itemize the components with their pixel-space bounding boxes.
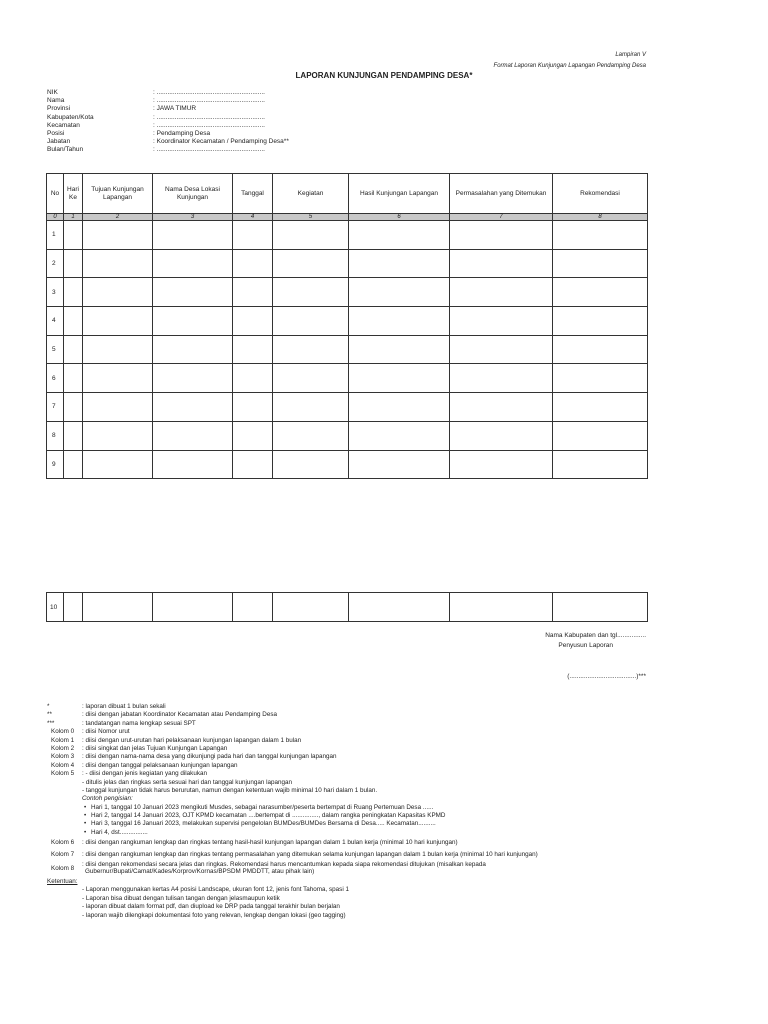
cell-permasalahan[interactable] <box>450 221 553 250</box>
note-key: *** <box>47 719 55 727</box>
table-row <box>47 249 648 278</box>
example-item: • Hari 2, tanggal 14 Januari 2023, OJT KPMD kecamatan ....bertempat di ..............., dalam rangka peningkatan Kapasitas KPMD <box>91 812 445 819</box>
ketentuan-item: - Laporan bisa dibuat dengan tulisan tangan dengan jelasmaupun ketik <box>82 894 280 902</box>
note-line <box>47 886 445 894</box>
note-line <box>47 878 445 886</box>
row-number: 4 <box>47 307 64 336</box>
note-line <box>47 903 445 911</box>
cell-permasalahan[interactable] <box>450 249 553 278</box>
note-line <box>47 770 445 778</box>
cell-tanggal[interactable] <box>233 393 273 422</box>
row-number: 5 <box>47 335 64 364</box>
cell-tujuan[interactable] <box>83 450 153 479</box>
kolom-key: Kolom 2 <box>51 744 75 752</box>
cell-hasil[interactable] <box>349 450 450 479</box>
column-index-cell: 3 <box>153 214 233 221</box>
ketentuan-title: Ketentuan: <box>47 878 78 886</box>
cell-nama-desa[interactable] <box>153 335 233 364</box>
cell-tujuan[interactable] <box>83 593 153 622</box>
cell-tanggal[interactable] <box>233 278 273 307</box>
cell-hari-ke[interactable] <box>64 421 83 450</box>
row-number: 10 <box>47 593 64 622</box>
info-value[interactable]: : JAWA TIMUR <box>153 105 197 113</box>
note-line <box>47 779 445 787</box>
kolom-key: Kolom 1 <box>51 736 75 744</box>
cell-kegiatan[interactable] <box>273 307 349 336</box>
note-line <box>47 753 445 761</box>
cell-rekomendasi[interactable] <box>553 450 648 479</box>
cell-kegiatan[interactable] <box>273 249 349 278</box>
kolom-value: : - diisi dengan jenis kegiatan yang dilakukan <box>82 770 207 778</box>
note-key: * <box>47 703 50 710</box>
kolom-key: Kolom 8 <box>51 865 75 873</box>
cell-nama-desa[interactable] <box>153 221 233 250</box>
kolom5-sub: - ditulis jelas dan ringkas serta sesuai hari dan tanggal kunjungan lapangan <box>82 778 293 786</box>
example-item: • Hari 4, dst................ <box>91 829 148 836</box>
cell-tujuan[interactable] <box>83 249 153 278</box>
note-value: : laporan dibuat 1 bulan sekali <box>82 703 166 710</box>
row-number: 6 <box>47 364 64 393</box>
kolom-value: : diisi dengan rekomendasi secara jelas dan ringkas. Rekomendasi harus mencantumkan kepada siapa rekomendasi ditujukan (misalkan kepada Gubernur/Bupati/Camat/Kades/Korprov/Kornas/BPSDM PMDDTT, atau pihak lain) <box>82 861 486 875</box>
cell-kegiatan[interactable] <box>273 393 349 422</box>
cell-hari-ke[interactable] <box>64 364 83 393</box>
cell-permasalahan[interactable] <box>450 307 553 336</box>
column-index-cell: 6 <box>349 214 450 221</box>
cell-hasil[interactable] <box>349 421 450 450</box>
table-row <box>47 221 648 250</box>
cell-kegiatan[interactable] <box>273 593 349 622</box>
table-row <box>47 278 648 307</box>
kolom-value: : diisi dengan rangkuman lengkap dan ringkas tentang hasil-hasil kunjungan lapangan dalam 1 bulan kerja (minimal 10 hari kunjungan) <box>82 839 458 847</box>
note-line <box>47 737 445 745</box>
column-index-cell: 4 <box>233 214 273 221</box>
info-label: Posisi <box>47 129 65 137</box>
kolom-key: Kolom 6 <box>51 839 75 847</box>
ketentuan-item: - laporan wajib dilengkapi dokumentasi foto yang relevan, lengkap dengan lokasi (geo tagging) <box>82 911 346 919</box>
cell-permasalahan[interactable] <box>450 335 553 364</box>
row-number: 1 <box>47 221 64 250</box>
cell-kegiatan[interactable] <box>273 221 349 250</box>
column-index-cell: 1 <box>64 214 83 221</box>
col-header-tanggal: Tanggal <box>233 174 273 214</box>
cell-hasil[interactable] <box>349 335 450 364</box>
cell-hari-ke[interactable] <box>64 393 83 422</box>
cell-kegiatan[interactable] <box>273 335 349 364</box>
cell-tujuan[interactable] <box>83 278 153 307</box>
cell-permasalahan[interactable] <box>450 450 553 479</box>
table-row <box>47 393 648 422</box>
column-index-cell: 0 <box>47 214 64 221</box>
note-line <box>47 829 445 837</box>
cell-tanggal[interactable] <box>233 249 273 278</box>
contoh-label: Contoh pengisian: <box>82 795 133 803</box>
info-label: Bulan/Tahun <box>47 146 84 154</box>
lampiran-label: Lampiran V <box>615 52 646 58</box>
info-value[interactable]: : Pendamping Desa <box>153 129 211 137</box>
cell-hasil[interactable] <box>349 278 450 307</box>
cell-nama-desa[interactable] <box>153 307 233 336</box>
cell-permasalahan[interactable] <box>450 278 553 307</box>
info-label: Jabatan <box>47 138 71 146</box>
kolom-value: : diisi dengan nama-nama desa yang dikunjungi pada hari dan tanggal kunjungan lapangan <box>82 753 337 761</box>
info-value[interactable]: : ............................................................ <box>153 121 265 129</box>
cell-nama-desa[interactable] <box>153 593 233 622</box>
cell-kegiatan[interactable] <box>273 450 349 479</box>
col-header-rekomendasi: Rekomendasi <box>553 174 648 214</box>
cell-nama-desa[interactable] <box>153 364 233 393</box>
col-header-no: No <box>47 174 64 214</box>
note-line <box>47 762 445 770</box>
cell-tujuan[interactable] <box>83 393 153 422</box>
info-label: Kecamatan <box>47 121 80 129</box>
table-row <box>47 450 648 479</box>
col-header-nama-desa: Nama Desa Lokasi Kunjungan <box>153 174 233 214</box>
cell-tujuan[interactable] <box>83 221 153 250</box>
cell-permasalahan[interactable] <box>450 393 553 422</box>
cell-tanggal[interactable] <box>233 221 273 250</box>
table-row <box>47 421 648 450</box>
cell-tanggal[interactable] <box>233 364 273 393</box>
kolom-key: Kolom 3 <box>51 753 75 761</box>
kolom-value: : diisi dengan tanggal pelaksanaan kunjungan lapangan <box>82 761 238 769</box>
column-index-row <box>47 214 648 221</box>
signature-role: Penyusun Laporan <box>558 642 613 649</box>
cell-tujuan[interactable] <box>83 307 153 336</box>
note-line <box>47 795 445 803</box>
kolom-key: Kolom 0 <box>51 728 75 736</box>
cell-tujuan[interactable] <box>83 364 153 393</box>
note-line <box>47 804 445 812</box>
page-title: LAPORAN KUNJUNGAN PENDAMPING DESA* <box>295 71 473 80</box>
cell-tujuan[interactable] <box>83 421 153 450</box>
info-label: Provinsi <box>47 105 71 113</box>
note-line <box>47 787 445 795</box>
table-row <box>47 335 648 364</box>
ketentuan-item: - laporan dibuat dalam format pdf, dan diupload ke DRP pada tanggal terakhir bulan berjalan <box>82 903 340 911</box>
info-label: Nama <box>47 97 65 105</box>
kolom-key: Kolom 4 <box>51 761 75 769</box>
cell-rekomendasi[interactable] <box>553 221 648 250</box>
format-label: Format Laporan Kunjungan Lapangan Pendamping Desa <box>493 63 646 69</box>
note-line <box>47 861 486 876</box>
cell-nama-desa[interactable] <box>153 421 233 450</box>
report-table <box>46 173 648 479</box>
kolom-value: : diisi singkat dan jelas Tujuan Kunjungan Lapangan <box>82 744 228 752</box>
info-value[interactable]: : Koordinator Kecamatan / Pendamping Desa** <box>153 138 289 146</box>
info-label: NIK <box>47 89 58 96</box>
col-header-hari-ke: Hari Ke <box>64 174 83 214</box>
row-number: 8 <box>47 421 64 450</box>
note-line <box>47 703 445 711</box>
cell-rekomendasi[interactable] <box>553 249 648 278</box>
cell-hari-ke[interactable] <box>64 221 83 250</box>
column-index-cell: 5 <box>273 214 349 221</box>
cell-hari-ke[interactable] <box>64 450 83 479</box>
report-table-continued <box>46 592 648 622</box>
table-header-row <box>47 174 648 214</box>
kolom-value: : diisi dengan urut-urutan hari pelaksanaan kunjungan lapangan dalam 1 bulan <box>82 736 302 744</box>
note-line <box>47 720 445 728</box>
note-line <box>47 912 445 920</box>
cell-hari-ke[interactable] <box>64 249 83 278</box>
signature-place-date: Nama Kabupaten dan tgl................ <box>545 632 646 639</box>
col-header-hasil: Hasil Kunjungan Lapangan <box>349 174 450 214</box>
cell-permasalahan[interactable] <box>450 593 553 622</box>
cell-kegiatan[interactable] <box>273 364 349 393</box>
cell-hasil[interactable] <box>349 364 450 393</box>
cell-hasil[interactable] <box>349 221 450 250</box>
cell-hari-ke[interactable] <box>64 278 83 307</box>
cell-rekomendasi[interactable] <box>553 307 648 336</box>
table-row <box>47 307 648 336</box>
note-line <box>47 839 458 847</box>
cell-permasalahan[interactable] <box>450 421 553 450</box>
cell-hasil[interactable] <box>349 307 450 336</box>
note-line <box>47 820 445 828</box>
kolom-key: Kolom 7 <box>51 850 75 858</box>
note-line <box>47 728 445 736</box>
cell-tanggal[interactable] <box>233 335 273 364</box>
cell-rekomendasi[interactable] <box>553 364 648 393</box>
note-value: : diisi dengan jabatan Koordinator Kecamatan atau Pendamping Desa <box>82 711 277 719</box>
example-item: • Hari 1, tanggal 10 Januari 2023 mengikuti Musdes, sebagai narasumber/peserta bertempat di Ruang Pertemuan Desa ...... <box>91 804 433 811</box>
cell-rekomendasi[interactable] <box>553 421 648 450</box>
cell-nama-desa[interactable] <box>153 278 233 307</box>
cell-hari-ke[interactable] <box>64 335 83 364</box>
column-index-cell: 2 <box>83 214 153 221</box>
cell-tanggal[interactable] <box>233 450 273 479</box>
note-line <box>47 895 445 903</box>
col-header-kegiatan: Kegiatan <box>273 174 349 214</box>
cell-hasil[interactable] <box>349 393 450 422</box>
signature-name: (.....................................)*** <box>567 673 646 680</box>
cell-rekomendasi[interactable] <box>553 335 648 364</box>
cell-rekomendasi[interactable] <box>553 593 648 622</box>
cell-tujuan[interactable] <box>83 335 153 364</box>
kolom-value: : diisi Nomor urut <box>82 728 130 736</box>
notes-section <box>47 703 538 920</box>
cell-permasalahan[interactable] <box>450 364 553 393</box>
cell-tanggal[interactable] <box>233 593 273 622</box>
column-index-cell: 8 <box>553 214 648 221</box>
cell-hasil[interactable] <box>349 249 450 278</box>
table-row <box>47 593 648 622</box>
row-number: 9 <box>47 450 64 479</box>
kolom5-sub: - tanggal kunjungan tidak harus berurutan, namun dengan ketentuan wajib minimal 10 hari dalam 1 bulan. <box>82 786 378 794</box>
note-line <box>47 850 538 859</box>
kolom-value: : diisi dengan rangkuman lengkap dan ringkas tentang permasalahan yang ditemukan selama kunjungan lapangan dalam 1 bulan kerja (minimal 10 hari kunjungan) <box>82 850 538 858</box>
cell-hasil[interactable] <box>349 593 450 622</box>
cell-nama-desa[interactable] <box>153 249 233 278</box>
col-header-tujuan: Tujuan Kunjungan Lapangan <box>83 174 153 214</box>
row-number: 2 <box>47 249 64 278</box>
note-line <box>47 711 445 719</box>
cell-nama-desa[interactable] <box>153 393 233 422</box>
row-number: 3 <box>47 278 64 307</box>
note-key: ** <box>47 711 52 719</box>
col-header-permasalahan: Permasalahan yang Ditemukan <box>450 174 553 214</box>
ketentuan-item: - Laporan menggunakan kertas A4 posisi Landscape, ukuran font 12, jenis font Tahoma, spasi 1 <box>82 886 349 894</box>
info-value[interactable]: : ............................................................ <box>153 97 265 105</box>
example-item: • Hari 3, tanggal 16 Januari 2023, melakukan supervisi pengelolan BUMDes/BUMDes Bersama di Desa..... Kecamatan.......... <box>91 820 436 827</box>
cell-kegiatan[interactable] <box>273 421 349 450</box>
cell-rekomendasi[interactable] <box>553 393 648 422</box>
info-value[interactable]: : ............................................................ <box>153 146 265 154</box>
cell-hari-ke[interactable] <box>64 307 83 336</box>
info-value[interactable]: : ............................................................ <box>153 113 265 121</box>
info-label: Kabupaten/Kota <box>47 113 94 121</box>
column-index-cell: 7 <box>450 214 553 221</box>
cell-nama-desa[interactable] <box>153 450 233 479</box>
cell-kegiatan[interactable] <box>273 278 349 307</box>
row-number: 7 <box>47 393 64 422</box>
info-value[interactable]: : ............................................................ <box>153 89 265 96</box>
cell-tanggal[interactable] <box>233 307 273 336</box>
cell-hari-ke[interactable] <box>64 593 83 622</box>
note-value: : tandatangan nama lengkap sesuai SPT <box>82 719 196 727</box>
cell-rekomendasi[interactable] <box>553 278 648 307</box>
note-line <box>47 745 445 753</box>
table-row <box>47 364 648 393</box>
kolom-key: Kolom 5 <box>51 770 75 778</box>
cell-tanggal[interactable] <box>233 421 273 450</box>
